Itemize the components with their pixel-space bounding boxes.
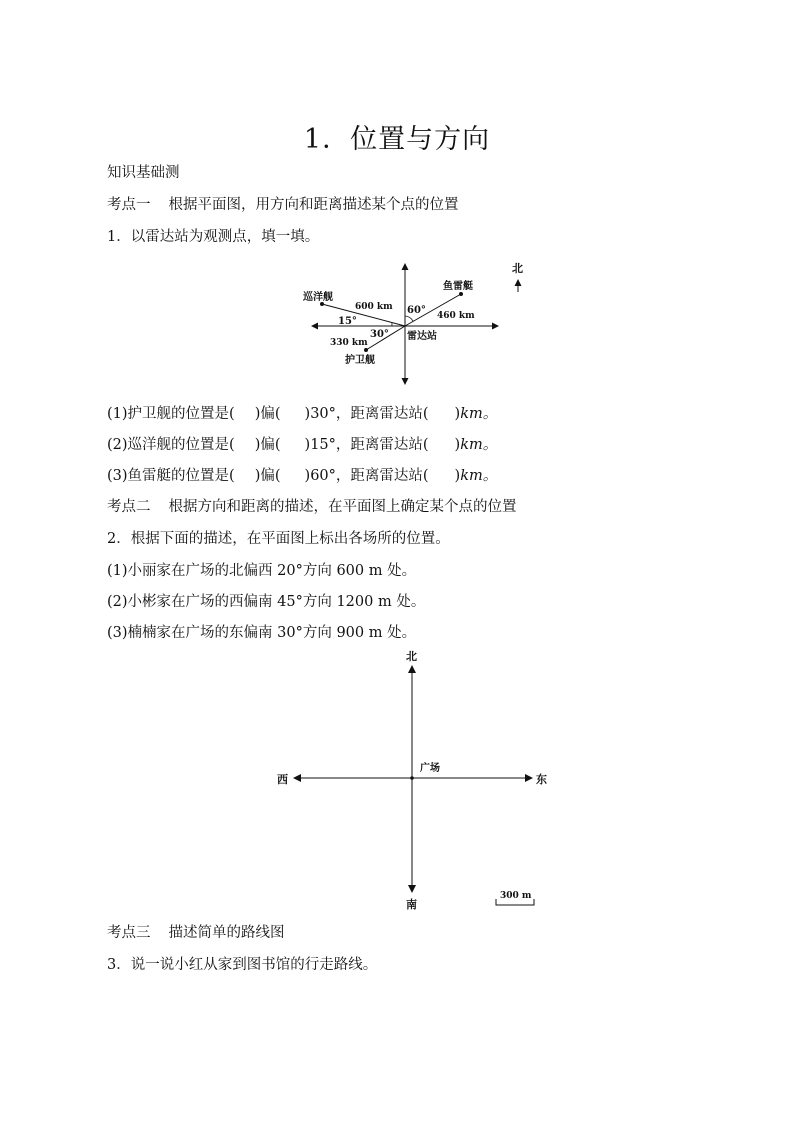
south-label: 南: [406, 898, 417, 911]
frigate-angle: 30°: [370, 329, 389, 340]
square-label: 广场: [420, 763, 440, 774]
torpedo-distance: 460 km: [437, 311, 475, 321]
q1-item-1-unit: km。: [460, 406, 498, 422]
torpedo-dot: [459, 292, 463, 296]
q1-item-1: [107, 402, 497, 423]
torpedo-angle: 60°: [407, 305, 426, 316]
north-label: 北: [406, 650, 417, 663]
topic-2-text: 根据方向和距离的描述，在平面图上确定某个点的位置: [168, 499, 517, 515]
cruiser-angle: 15°: [338, 316, 357, 327]
question-1-stem: 1．以雷达站为观测点，填一填。: [107, 229, 320, 245]
q1-item-1-mid: )偏(: [254, 406, 281, 422]
section-heading: 知识基础测: [107, 165, 180, 181]
topic-2-label: 考点二: [107, 499, 151, 515]
q1-item-2-pre: (2)巡洋舰的位置是(: [107, 437, 235, 453]
topic-1-text: 根据平面图，用方向和距离描述某个点的位置: [168, 197, 459, 213]
q2-item-2: (2)小彬家在广场的西偏南 45°方向 1200 m 处。: [107, 594, 426, 610]
west-label: 西: [277, 773, 288, 786]
radar-diagram: [300, 258, 540, 386]
q1-item-3-pre: (3)鱼雷艇的位置是(: [107, 468, 235, 484]
q2-item-3: (3)楠楠家在广场的东偏南 30°方向 900 m 处。: [107, 625, 417, 641]
q1-item-1-post: )30°，距离雷达站(: [304, 406, 429, 422]
torpedo-label: 鱼雷艇: [443, 281, 473, 292]
q1-item-3: [107, 464, 497, 485]
cruiser-label: 巡洋舰: [303, 292, 333, 303]
frigate-label: 护卫舰: [345, 355, 375, 366]
q1-item-1-end: ): [454, 406, 461, 422]
north-label: 北: [512, 262, 523, 275]
question-3-stem: 3．说一说小红从家到图书馆的行走路线。: [107, 957, 378, 973]
square-center-dot: [410, 776, 414, 780]
topic-2-heading: [107, 495, 517, 516]
square-diagram: [270, 648, 560, 913]
frigate-dot: [364, 348, 368, 352]
cruiser-distance: 600 km: [355, 302, 393, 312]
q1-item-3-end: ): [454, 468, 461, 484]
q1-item-2-post: )15°，距离雷达站(: [304, 437, 429, 453]
q1-item-3-unit: km。: [460, 468, 498, 484]
page-title: 1．位置与方向: [303, 124, 491, 155]
q1-item-3-mid: )偏(: [254, 468, 281, 484]
q1-item-2-mid: )偏(: [254, 437, 281, 453]
q1-item-2-end: ): [454, 437, 461, 453]
scale-label: 300 m: [500, 891, 532, 901]
topic-3-text: 描述简单的路线图: [168, 925, 285, 941]
q1-item-2-unit: km。: [460, 437, 498, 453]
topic-1-label: 考点一: [107, 197, 151, 213]
topic-1-heading: [107, 193, 459, 214]
topic-3-label: 考点三: [107, 925, 151, 941]
q1-item-3-post: )60°，距离雷达站(: [304, 468, 429, 484]
east-label: 东: [536, 773, 547, 786]
radar-label: 雷达站: [407, 331, 437, 342]
q1-item-1-pre: (1)护卫舰的位置是(: [107, 406, 235, 422]
q2-item-1: (1)小丽家在广场的北偏西 20°方向 600 m 处。: [107, 563, 417, 579]
q1-item-2: [107, 433, 497, 454]
topic-3-heading: [107, 921, 285, 942]
question-2-stem: 2．根据下面的描述，在平面图上标出各场所的位置。: [107, 531, 450, 547]
frigate-distance: 330 km: [330, 338, 368, 348]
